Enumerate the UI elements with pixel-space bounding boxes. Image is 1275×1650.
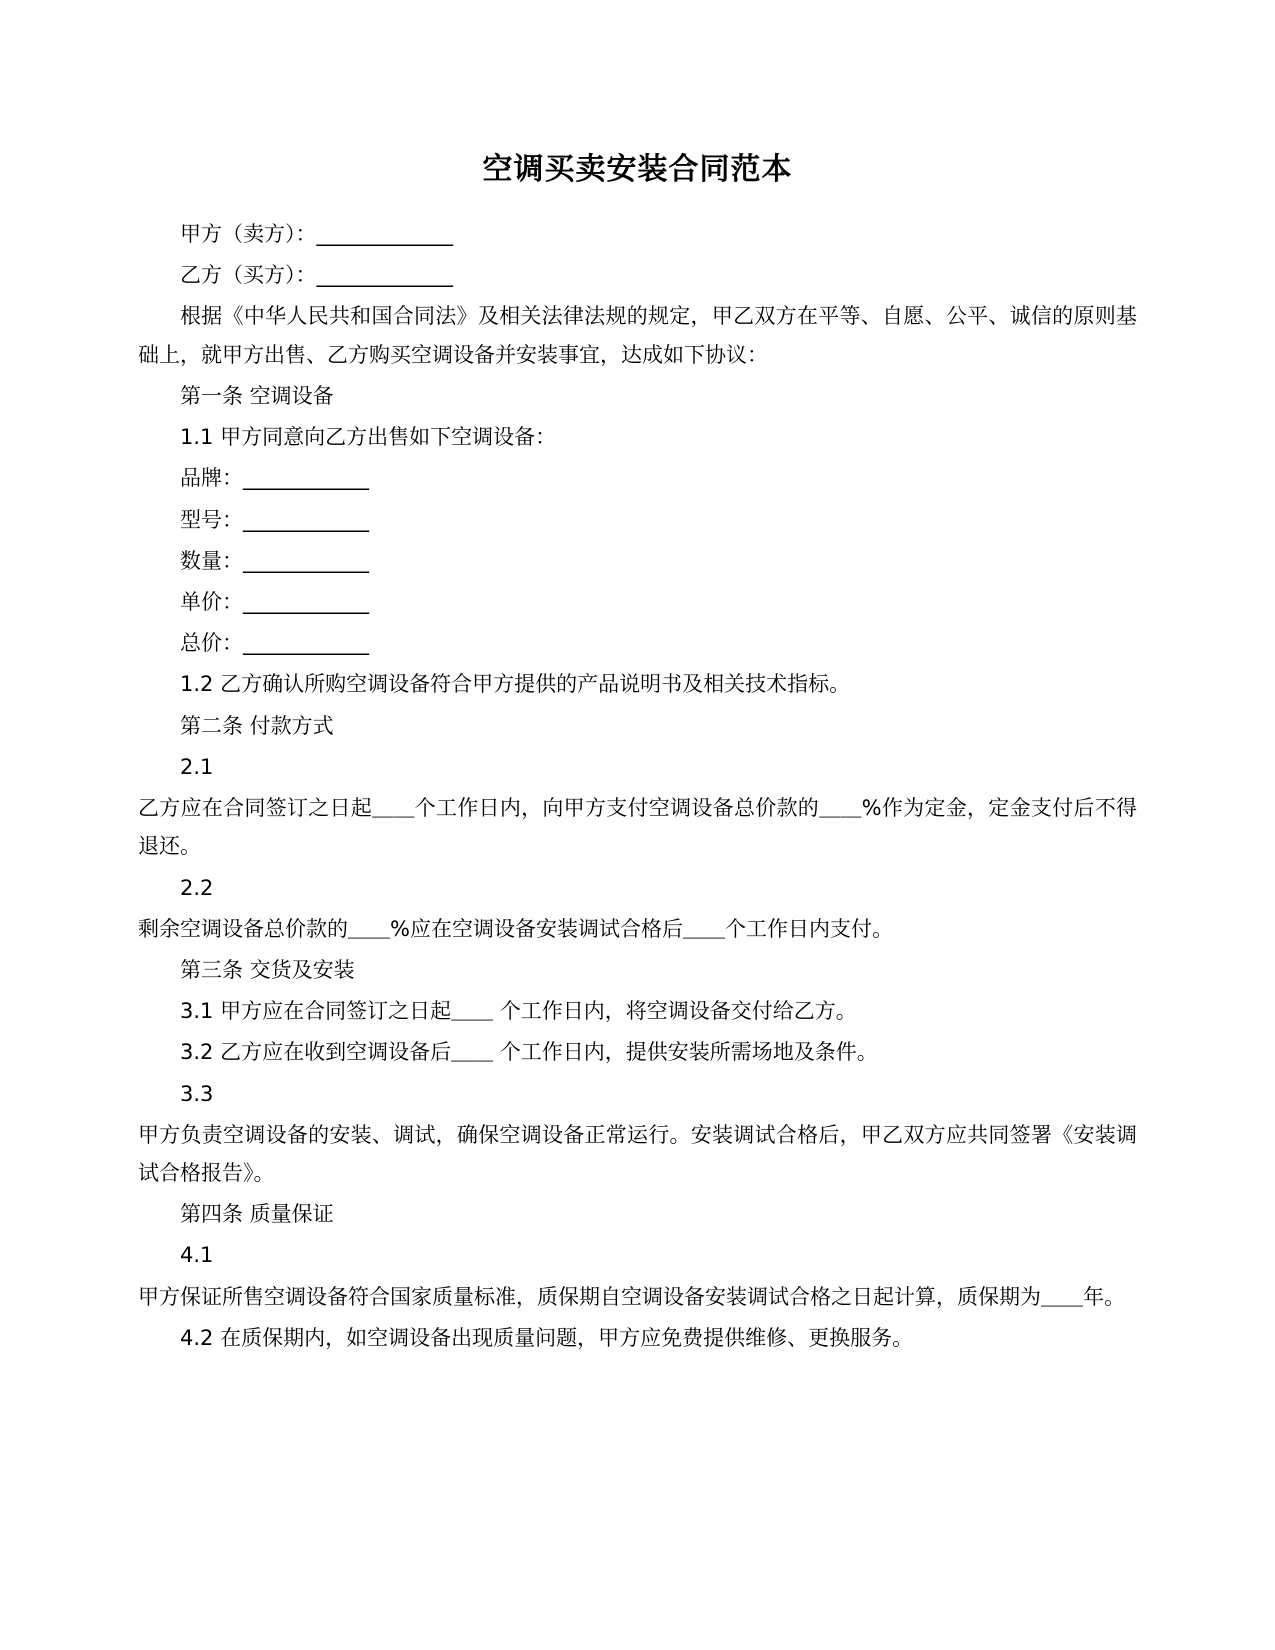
paragraph-clause-4-1-body: 甲方保证所售空调设备符合国家质量标准，质保期自空调设备安装调试合格之日起计算，质保期为＿＿年。 xyxy=(138,1284,1125,1309)
paragraph-item-unit-price: 单价：____________ xyxy=(180,589,369,614)
paragraph-clause-2-2-label: 2.2 xyxy=(180,875,214,900)
paragraph-clause-4-2: 4.2 在质保期内，如空调设备出现质量问题，甲方应免费提供维修、更换服务。 xyxy=(180,1325,914,1350)
paragraph-clause-2-1-label: 2.1 xyxy=(180,754,214,779)
document-body xyxy=(138,215,1137,1357)
page-title: 空调买卖安装合同范本 xyxy=(482,152,793,187)
paragraph-preamble: 根据《中华人民共和国合同法》及相关法律法规的规定，甲乙双方在平等、自愿、公平、诚信的原则基础上，就甲方出售、乙方购买空调设备并安装事宜，达成如下协议： xyxy=(138,304,1137,367)
paragraph-article-2-heading: 第二条 付款方式 xyxy=(180,713,334,738)
paragraph-clause-4-1-label: 4.1 xyxy=(180,1243,214,1268)
paragraph-party-b: 乙方（买方）：_____________ xyxy=(180,263,453,288)
paragraph-item-quantity: 数量：____________ xyxy=(180,548,369,573)
paragraph-clause-2-2-body: 剩余空调设备总价款的＿＿%应在空调设备安装调试合格后＿＿个工作日内支付。 xyxy=(138,916,893,941)
paragraph-item-model: 型号：____________ xyxy=(180,507,369,532)
paragraph-clause-3-2: 3.2 乙方应在收到空调设备后＿＿ 个工作日内，提供安装所需场地及条件。 xyxy=(180,1040,878,1065)
paragraph-item-brand: 品牌：____________ xyxy=(180,466,369,491)
paragraph-clause-2-1-body: 乙方应在合同签订之日起＿＿个工作日内，向甲方支付空调设备总价款的＿＿%作为定金，定金支付后不得退还。 xyxy=(138,796,1137,859)
paragraph-clause-3-1: 3.1 甲方应在合同签订之日起＿＿ 个工作日内，将空调设备交付给乙方。 xyxy=(180,999,857,1024)
paragraph-clause-3-3-label: 3.3 xyxy=(180,1081,214,1106)
paragraph-article-3-heading: 第三条 交货及安装 xyxy=(180,957,355,982)
paragraph-clause-3-3-body: 甲方负责空调设备的安装、调试，确保空调设备正常运行。安装调试合格后，甲乙双方应共同签署《安装调试合格报告》。 xyxy=(138,1122,1137,1186)
paragraph-article-1-heading: 第一条 空调设备 xyxy=(180,383,334,408)
paragraph-party-a: 甲方（卖方）：_____________ xyxy=(180,222,453,246)
paragraph-article-4-heading: 第四条 质量保证 xyxy=(180,1202,334,1227)
paragraph-clause-1-2: 1.2 乙方确认所购空调设备符合甲方提供的产品说明书及相关技术指标。 xyxy=(180,672,851,697)
paragraph-clause-1-1: 1.1 甲方同意向乙方出售如下空调设备： xyxy=(180,425,557,450)
paragraph-item-total-price: 总价：____________ xyxy=(180,631,369,656)
